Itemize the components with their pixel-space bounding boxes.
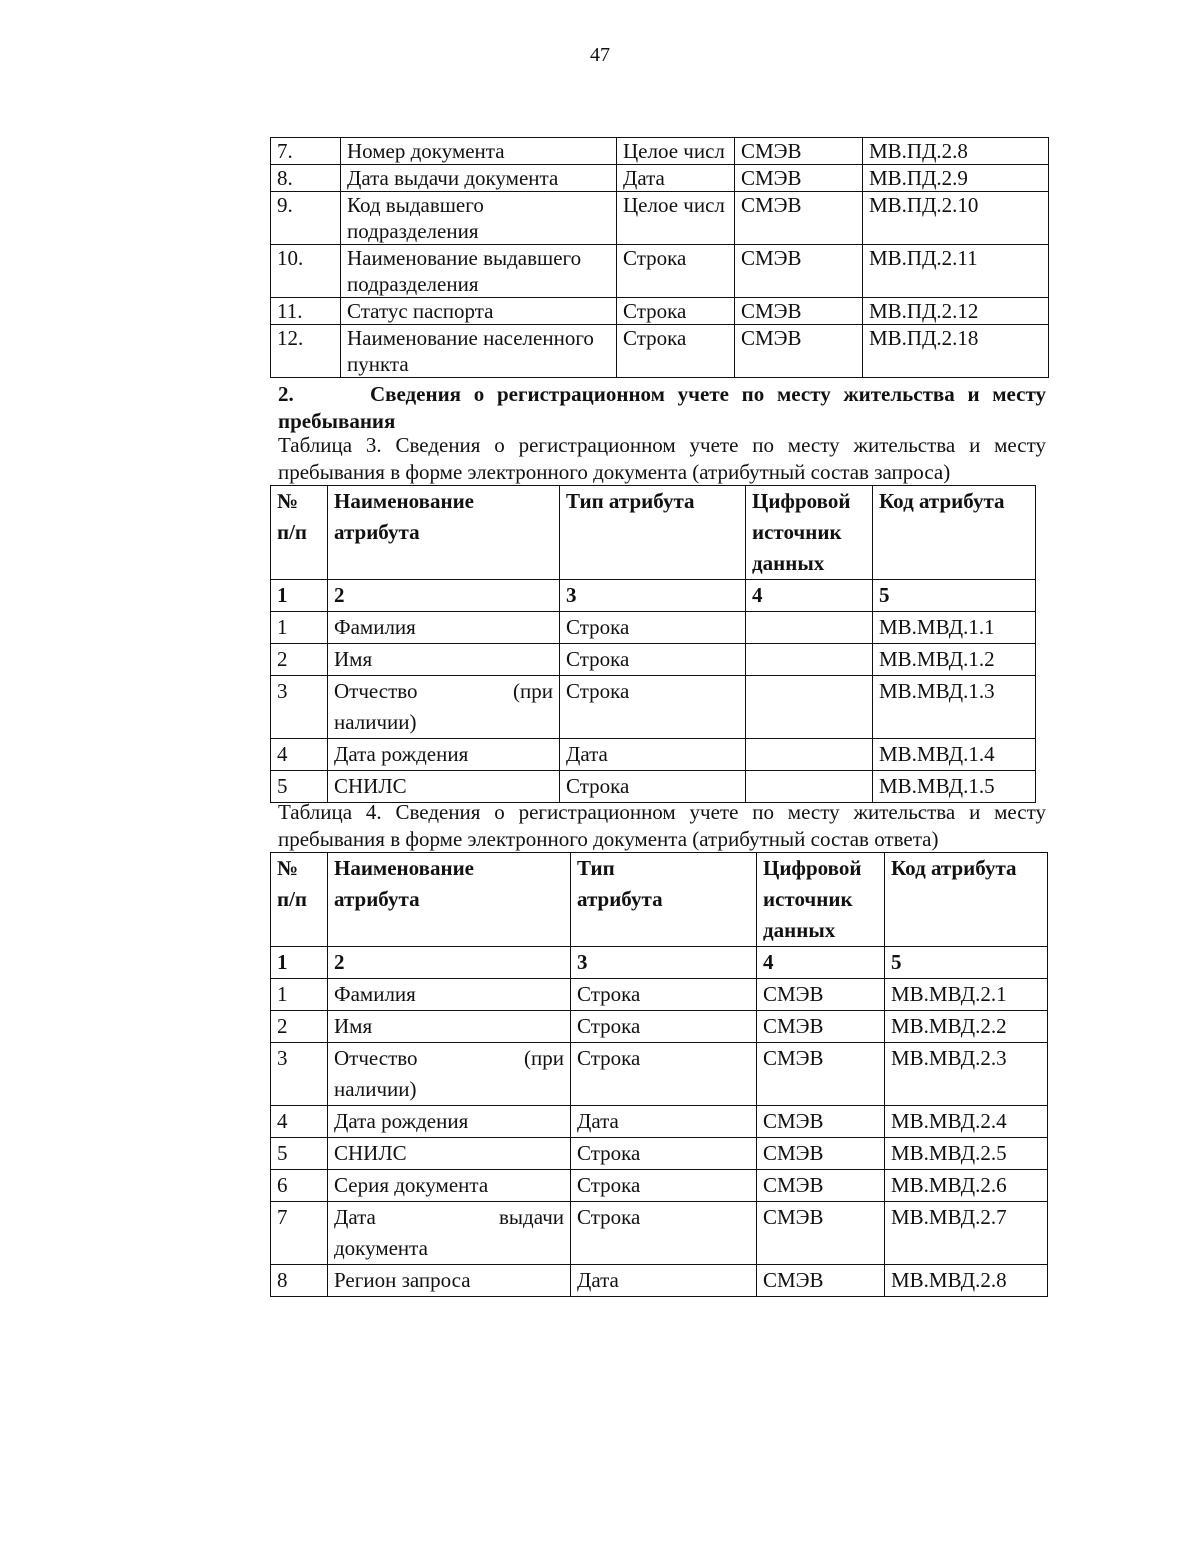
cell-name: Серия документа [328,1170,571,1202]
cell-type: Дата [571,1265,757,1297]
cell-type: Дата [617,165,735,192]
table-row [271,1170,1048,1202]
cell-name [328,1202,571,1265]
cell-type: Строка [571,1170,757,1202]
cell-code: МВ.МВД.1.4 [873,739,1036,771]
cell-num: 4 [271,739,328,771]
cell-name: Номер документа [341,138,617,165]
name-part: выдачи [499,1205,564,1229]
cell-name: Дата выдачи документа [341,165,617,192]
table-row [271,1265,1048,1297]
table3-caption: Таблица 3. Сведения о регистрационном учете по месту жительства и месту пребывания в форме электронного документа (атрибутный состав запроса) [278,433,1046,484]
name-part: (при [524,1046,564,1070]
cell-name: Регион запроса [328,1265,571,1297]
cell-name: Имя [328,1011,571,1043]
cell-type: Строка [571,1043,757,1106]
cell-type: Строка [560,771,746,803]
cell-num: 2 [271,644,328,676]
cell-type: Строка [571,979,757,1011]
cell-name [328,676,560,739]
cell-type: Строка [560,676,746,739]
cell-source: СМЭВ [735,192,863,245]
cell-code: МВ.МВД.2.2 [885,1011,1048,1043]
table-header-row [271,486,1036,580]
cell-type: Строка [617,298,735,325]
table-header-row [271,853,1048,947]
cell-code: МВ.ПД.2.18 [863,325,1049,378]
table-row [271,325,1049,378]
cell-num: 5 [271,771,328,803]
cell-name: Наименование выдавшего подразделения [341,245,617,298]
header-code: Код атрибута [885,853,1048,947]
cell-code: МВ.ПД.2.9 [863,165,1049,192]
cell-num: 3 [271,1043,328,1106]
cell-name [328,1043,571,1106]
passport-table-continuation [270,137,1049,378]
cell-code: МВ.ПД.2.11 [863,245,1049,298]
header-source: Цифровой источник данных [757,853,885,947]
cell-code: МВ.ПД.2.8 [863,138,1049,165]
cell-source: СМЭВ [735,165,863,192]
cell-code: МВ.МВД.2.1 [885,979,1048,1011]
cell-name: Фамилия [328,979,571,1011]
cell-num: 6 [271,1170,328,1202]
cell-num: 9. [271,192,341,245]
table-row [271,644,1036,676]
cell-type: Строка [571,1138,757,1170]
cell-code: МВ.МВД.1.3 [873,676,1036,739]
col-number: 2 [328,947,571,979]
header-type: Тип атрибута [571,853,757,947]
name-continuation: наличии) [334,1077,417,1101]
cell-num: 2 [271,1011,328,1043]
table4 [270,852,1048,1297]
cell-type: Дата [571,1106,757,1138]
cell-source: СМЭВ [735,325,863,378]
cell-source: СМЭВ [735,245,863,298]
cell-source [746,676,873,739]
table-row [271,192,1049,245]
header-name: Наименование атрибута [328,853,571,947]
col-number: 5 [885,947,1048,979]
col-number: 1 [271,947,328,979]
table-row [271,676,1036,739]
cell-num: 1 [271,979,328,1011]
cell-source: СМЭВ [757,1170,885,1202]
page-number: 47 [590,44,610,66]
cell-source: СМЭВ [757,1106,885,1138]
table-row [271,165,1049,192]
table4-caption: Таблица 4. Сведения о регистрационном учете по месту жительства и месту пребывания в форме электронного документа (атрибутный состав ответа) [278,800,1046,851]
cell-code: МВ.МВД.2.8 [885,1265,1048,1297]
cell-type: Дата [560,739,746,771]
cell-source: СМЭВ [757,1202,885,1265]
column-number-row [271,947,1048,979]
cell-source [746,771,873,803]
cell-num: 10. [271,245,341,298]
cell-name: Дата рождения [328,739,560,771]
cell-code: МВ.МВД.2.5 [885,1138,1048,1170]
cell-type: Целое числ [617,138,735,165]
cell-num: 7 [271,1202,328,1265]
col-number: 5 [873,580,1036,612]
table-row [271,138,1049,165]
cell-code: МВ.МВД.1.5 [873,771,1036,803]
name-part: Дата [334,1205,376,1229]
col-number: 4 [746,580,873,612]
cell-source [746,612,873,644]
cell-name: Наименование населенного пункта [341,325,617,378]
table-row [271,771,1036,803]
cell-name: Фамилия [328,612,560,644]
cell-name: Код выдавшего подразделения [341,192,617,245]
cell-name: Статус паспорта [341,298,617,325]
cell-name: Имя [328,644,560,676]
cell-source: СМЭВ [757,1138,885,1170]
table-row [271,1011,1048,1043]
cell-type: Целое числ [617,192,735,245]
table-row [271,1138,1048,1170]
header-source: Цифровой источник данных [746,486,873,580]
name-part: Отчество [334,679,418,703]
cell-source [746,739,873,771]
cell-num: 12. [271,325,341,378]
table-row [271,739,1036,771]
cell-code: МВ.МВД.2.4 [885,1106,1048,1138]
cell-num: 7. [271,138,341,165]
cell-source: СМЭВ [735,138,863,165]
table-row [271,298,1049,325]
cell-code: МВ.МВД.2.7 [885,1202,1048,1265]
section-heading: 2. Сведения о регистрационном учете по месту жительства и месту пребывания [278,382,1046,433]
cell-num: 3 [271,676,328,739]
cell-num: 5 [271,1138,328,1170]
col-number: 3 [560,580,746,612]
col-number: 1 [271,580,328,612]
header-num: № п/п [271,486,328,580]
cell-num: 1 [271,612,328,644]
cell-type: Строка [617,325,735,378]
cell-name: Дата рождения [328,1106,571,1138]
name-part: Отчество [334,1046,418,1070]
header-num: № п/п [271,853,328,947]
name-part: (при [513,679,553,703]
cell-num: 8. [271,165,341,192]
cell-source: СМЭВ [757,1043,885,1106]
cell-name: СНИЛС [328,771,560,803]
cell-code: МВ.ПД.2.10 [863,192,1049,245]
cell-source: СМЭВ [757,1011,885,1043]
cell-source: СМЭВ [735,298,863,325]
cell-source: СМЭВ [757,979,885,1011]
col-number: 4 [757,947,885,979]
cell-num: 11. [271,298,341,325]
table-row [271,1202,1048,1265]
cell-type: Строка [571,1011,757,1043]
cell-code: МВ.ПД.2.12 [863,298,1049,325]
cell-source [746,644,873,676]
table3 [270,485,1036,803]
cell-type: Строка [571,1202,757,1265]
header-type: Тип атрибута [560,486,746,580]
cell-type: Строка [560,612,746,644]
name-continuation: документа [334,1236,428,1260]
table-row [271,1043,1048,1106]
table-row [271,979,1048,1011]
table-row [271,245,1049,298]
header-code: Код атрибута [873,486,1036,580]
col-number: 2 [328,580,560,612]
cell-type: Строка [560,644,746,676]
col-number: 3 [571,947,757,979]
cell-num: 4 [271,1106,328,1138]
table-row [271,1106,1048,1138]
cell-code: МВ.МВД.1.2 [873,644,1036,676]
table-row [271,612,1036,644]
cell-num: 8 [271,1265,328,1297]
name-continuation: наличии) [334,710,417,734]
cell-code: МВ.МВД.2.6 [885,1170,1048,1202]
cell-type: Строка [617,245,735,298]
cell-name: СНИЛС [328,1138,571,1170]
cell-code: МВ.МВД.1.1 [873,612,1036,644]
cell-source: СМЭВ [757,1265,885,1297]
cell-code: МВ.МВД.2.3 [885,1043,1048,1106]
column-number-row [271,580,1036,612]
header-name: Наименование атрибута [328,486,560,580]
